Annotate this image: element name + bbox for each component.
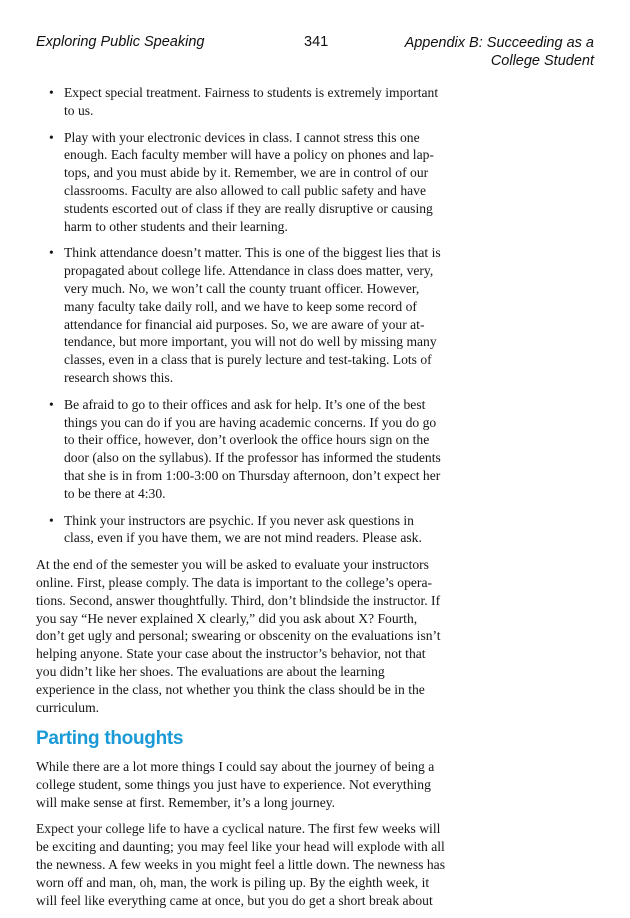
chapter-title [405,34,594,70]
page-number: 341 [304,34,329,50]
list-item [36,512,446,548]
list-item [36,396,446,503]
bullet-icon: • [49,85,54,100]
paragraph-evaluations: At the end of the semester you will be asked to evaluate your instructors online. First, please comply. The data is important to the college’s operations. Second, answer thoughtfully. Third, don’t blindside the instructor. If you say “He never explained X clearly,” did you ask about X? Fourth, don’t get ugly and personal; swearing or obscenity on the evaluations isn’t helping anyone. State your case about the instructor’s behavior, not that you didn’t like her shoes. The evaluations are about the learning experience in the class, not whether you think the class should be in the curriculum. [36,557,441,715]
book-title: Exploring Public Speaking [36,34,205,50]
list-item-text: Think attendance doesn’t matter. This is one of the biggest lies that is propagated about college life. Attendance in class does matter, very, very much. No, we won’t call the county truant officer. However, many faculty take daily roll, and we have to keep some record of attendance for financial aid purposes. So, we are aware of your attendance, but more important, you will not do well by missing many classes, even in a class that is purely lecture and test-taking. Lots of research shows this. [64,245,441,385]
list-item-text: Expect special treatment. Fairness to students is extremely important to us. [64,85,439,118]
running-header [36,34,596,74]
paragraph-cyclical: Expect your college life to have a cyclical nature. The first few weeks will be exciting and daunting; you may feel like your head will explode with all the newness. A few weeks in you might feel a little down. The newness has worn off and man, oh, man, the work is piling up. By the eighth week, it will feel like everything came at once, but you do get a short break about [36,821,445,908]
bullet-list [36,84,446,547]
list-item-text: Be afraid to go to their offices and ask for help. It’s one of the best things you can do if you are having academic concerns. If you do go to their office, however, don’t overlook the office hours sign on the door (also on the syllabus). If the professor has informed the students that she is in from 1:00-3:00 on Thursday afternoon, don’t expect her to be there at 4:30. [64,396,441,501]
chapter-title-line-2: College Student [490,53,594,69]
chapter-title-line-1: Appendix B: Succeeding as a [404,35,594,51]
bullet-icon: • [49,245,54,261]
list-item [36,129,446,236]
list-item-text: Think your instructors are psychic. If you never ask questions in class, even if you have them, we are not mind readers. Please ask. [64,512,422,546]
list-item-text: Play with your electronic devices in class. I cannot stress this one enough. Each faculty member will have a policy on phones and laptops, and you must abide by it. Remember, we are in control of our classrooms. Faculty are also allowed to call public safety and have students escorted out of class if they are really disruptive or causing harm to other students and their learning. [64,129,434,234]
section-heading: Parting thoughts [36,728,184,750]
paragraph-journey: While there are a lot more things I could say about the journey of being a college student, some things you just have to experience. Not everything will make sense at first. Remember, it’s a long journey. [36,759,435,810]
bullet-icon: • [49,129,54,145]
list-item [36,244,446,386]
body-content [36,84,446,918]
bullet-icon: • [49,396,54,412]
bullet-icon: • [49,512,54,528]
list-item [36,84,446,120]
